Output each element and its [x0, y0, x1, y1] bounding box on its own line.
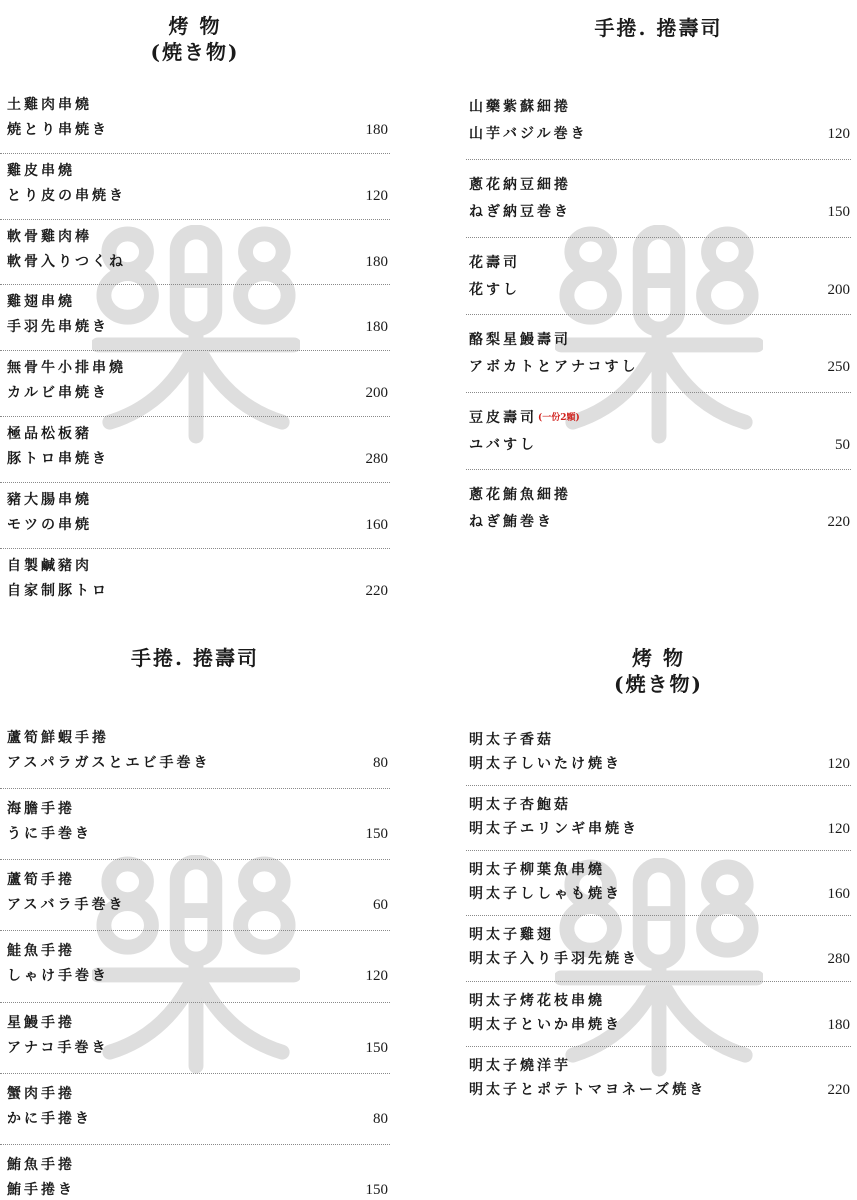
- item-name-zh: 雞翅串燒: [7, 294, 75, 311]
- item-name-zh: 明太子烤花枝串燒: [469, 992, 605, 1009]
- item-detail-row: [469, 125, 850, 143]
- item-name-ja: 豚トロ串焼き: [7, 450, 109, 467]
- item-detail-row: [7, 384, 388, 402]
- item-price: 60: [373, 897, 388, 914]
- item-detail-row: [7, 896, 388, 914]
- item-name-zh: 雞皮串燒: [7, 162, 75, 179]
- item-price: 180: [365, 319, 388, 336]
- item-price: 50: [835, 436, 850, 453]
- item-detail-row: [7, 582, 388, 600]
- menu-item: [466, 916, 851, 981]
- item-name-ja: ユバすし: [469, 436, 537, 453]
- item-price: 200: [827, 281, 850, 298]
- item-detail-row: [469, 203, 850, 221]
- menu-list: [466, 82, 851, 531]
- item-name-ja: 山芋バジル巻き: [469, 126, 588, 143]
- item-name-ja: アスパラガスとエビ手巻き: [7, 754, 211, 771]
- menu-item: [466, 238, 851, 316]
- menu-item: [466, 82, 851, 160]
- item-name-ja: とり皮の串焼き: [7, 187, 126, 204]
- item-name-zh: 自製鹹豬肉: [7, 557, 92, 574]
- menu-item: [0, 88, 390, 154]
- section-title: [0, 13, 390, 65]
- item-detail-row: [7, 1181, 388, 1199]
- item-name-ja: 明太子エリンギ串焼き: [469, 820, 639, 837]
- item-name-zh: 酪梨星鰻壽司: [469, 332, 571, 349]
- item-price: 150: [827, 203, 850, 220]
- menu-item: [466, 393, 851, 471]
- menu-item: [0, 549, 390, 600]
- menu-list: [0, 718, 390, 1199]
- item-name-zh: 蘆筍手捲: [7, 872, 75, 889]
- item-name-ja: 明太子とポテトマヨネーズ焼き: [469, 1081, 707, 1098]
- menu-item: [466, 851, 851, 916]
- item-price: 180: [365, 122, 388, 138]
- item-name-zh: 山藥紫蘇細捲: [469, 99, 571, 116]
- menu-item: [0, 351, 390, 417]
- item-name-zh: 蘆筍鮮蝦手捲: [7, 729, 109, 746]
- section-title-line: 烤 物: [632, 646, 685, 670]
- menu-item: [466, 315, 851, 393]
- item-price: 180: [827, 1016, 850, 1033]
- menu-item: [466, 160, 851, 238]
- item-name-ja: アナコ手巻き: [7, 1039, 109, 1056]
- item-name-zh: 鮪魚手捲: [7, 1156, 75, 1173]
- item-detail-row: [7, 121, 388, 139]
- menu-list: [466, 721, 851, 1099]
- item-detail-row: [469, 950, 850, 968]
- menu-item: [0, 1003, 390, 1074]
- menu-item: [0, 154, 390, 220]
- menu-item: [0, 789, 390, 860]
- section-title: [466, 15, 851, 41]
- section-title: [0, 645, 390, 671]
- item-price: 120: [827, 820, 850, 837]
- menu-item: [466, 470, 851, 531]
- item-price: 80: [373, 754, 388, 771]
- item-detail-row: [7, 754, 388, 772]
- item-price: 220: [827, 1081, 850, 1098]
- section-title: [466, 645, 851, 697]
- item-name-zh: 明太子杏鮑菇: [469, 796, 571, 813]
- item-detail-row: [469, 513, 850, 531]
- item-name-ja: 焼とり串焼き: [7, 122, 109, 138]
- menu-item: [466, 1047, 851, 1099]
- item-detail-row: [469, 755, 850, 773]
- item-name-zh: 土雞肉串燒: [7, 97, 92, 113]
- menu-item: [0, 1074, 390, 1145]
- item-name-ja: 軟骨入りつくね: [7, 253, 126, 270]
- item-name-ja: 明太子入り手羽先焼き: [469, 951, 639, 968]
- menu-item: [0, 718, 390, 789]
- item-name-ja: 明太子といか串焼き: [469, 1016, 622, 1033]
- menu-item: [0, 483, 390, 549]
- item-detail-row: [7, 450, 388, 468]
- menu-item: [0, 285, 390, 351]
- menu-list: [0, 88, 390, 600]
- item-name-ja: 明太子ししゃも焼き: [469, 886, 622, 903]
- item-name-zh: 蔥花納豆細捲: [469, 176, 571, 193]
- menu-item: [466, 786, 851, 851]
- item-name-zh: 豆皮壽司: [469, 409, 537, 426]
- item-name-ja: しゃけ手巻き: [7, 968, 109, 985]
- item-name-ja: 自家制豚トロ: [7, 582, 109, 599]
- section-title-line: 手捲. 捲壽司: [594, 16, 723, 40]
- item-name-zh: 星鰻手捲: [7, 1014, 75, 1031]
- item-price: 120: [827, 126, 850, 143]
- item-name-zh: 蔥花鮪魚細捲: [469, 487, 571, 504]
- item-price: 250: [827, 359, 850, 376]
- item-name-zh: 軟骨雞肉棒: [7, 228, 92, 245]
- menu-item: [466, 721, 851, 786]
- item-detail-row: [469, 820, 850, 838]
- item-price: 120: [365, 187, 388, 204]
- item-name-zh: 明太子燒洋芋: [469, 1057, 571, 1074]
- item-name-zh: 明太子香菇: [469, 731, 554, 748]
- item-name-ja: 明太子しいたけ焼き: [469, 755, 622, 772]
- item-detail-row: [7, 516, 388, 534]
- menu-item: [0, 931, 390, 1002]
- item-name-zh: 豬大腸串燒: [7, 491, 92, 508]
- section-subtitle-line: (焼き物): [150, 40, 240, 64]
- item-price: 200: [365, 385, 388, 402]
- item-name-ja: かに手捲き: [7, 1110, 92, 1127]
- item-detail-row: [469, 885, 850, 903]
- item-name-ja: うに手巻き: [7, 825, 92, 842]
- item-name-zh: 海膽手捲: [7, 800, 75, 817]
- item-detail-row: [7, 187, 388, 205]
- item-detail-row: [469, 281, 850, 299]
- item-name-zh: 明太子雞翅: [469, 927, 554, 944]
- item-detail-row: [7, 1039, 388, 1057]
- item-price: 220: [365, 582, 388, 599]
- item-name-zh: 極品松板豬: [7, 425, 92, 442]
- menu-item: [0, 417, 390, 483]
- menu-item: [466, 982, 851, 1047]
- item-price: 120: [365, 968, 388, 985]
- item-price: 160: [827, 886, 850, 903]
- item-detail-row: [469, 1081, 850, 1099]
- item-price: 80: [373, 1110, 388, 1127]
- item-price: 180: [365, 253, 388, 270]
- item-name-ja: カルビ串焼き: [7, 385, 109, 402]
- item-price: 150: [365, 1181, 388, 1198]
- item-name-zh: 花壽司: [469, 254, 520, 271]
- item-price: 150: [365, 825, 388, 842]
- item-detail-row: [469, 358, 850, 376]
- item-price: 120: [827, 755, 850, 772]
- section-title-line: 烤 物: [168, 14, 222, 38]
- item-note: (一份2顆): [538, 412, 580, 423]
- item-name-ja: アスバラ手巻き: [7, 897, 126, 914]
- item-name-zh: 無骨牛小排串燒: [7, 360, 126, 377]
- item-detail-row: [7, 253, 388, 271]
- item-name-row: [469, 409, 850, 427]
- item-name-ja: 鮪手捲き: [7, 1181, 75, 1198]
- section-title-line: 手捲. 捲壽司: [131, 646, 259, 670]
- item-name-ja: 手羽先串焼き: [7, 319, 109, 336]
- item-name-ja: ねぎ納豆巻き: [469, 203, 571, 220]
- item-detail-row: [7, 1110, 388, 1128]
- item-price: 160: [365, 516, 388, 533]
- item-name-zh: 鮭魚手捲: [7, 943, 75, 960]
- item-price: 150: [365, 1039, 388, 1056]
- item-name-ja: ねぎ鮪巻き: [469, 514, 554, 531]
- item-name-ja: モツの串焼: [7, 516, 92, 533]
- menu-item: [0, 1145, 390, 1199]
- menu-item: [0, 860, 390, 931]
- item-detail-row: [469, 436, 850, 454]
- item-detail-row: [7, 967, 388, 985]
- item-name-zh: 明太子柳葉魚串燒: [469, 862, 605, 879]
- item-price: 220: [827, 514, 850, 531]
- item-name-zh: 蟹肉手捲: [7, 1085, 75, 1102]
- item-detail-row: [7, 318, 388, 336]
- item-detail-row: [7, 825, 388, 843]
- item-name-ja: アボカトとアナコすし: [469, 359, 639, 376]
- item-name-ja: 花すし: [469, 281, 520, 298]
- section-subtitle-line: (焼き物): [614, 672, 703, 696]
- menu-item: [0, 220, 390, 286]
- item-detail-row: [469, 1016, 850, 1034]
- item-price: 280: [365, 450, 388, 467]
- item-price: 280: [827, 951, 850, 968]
